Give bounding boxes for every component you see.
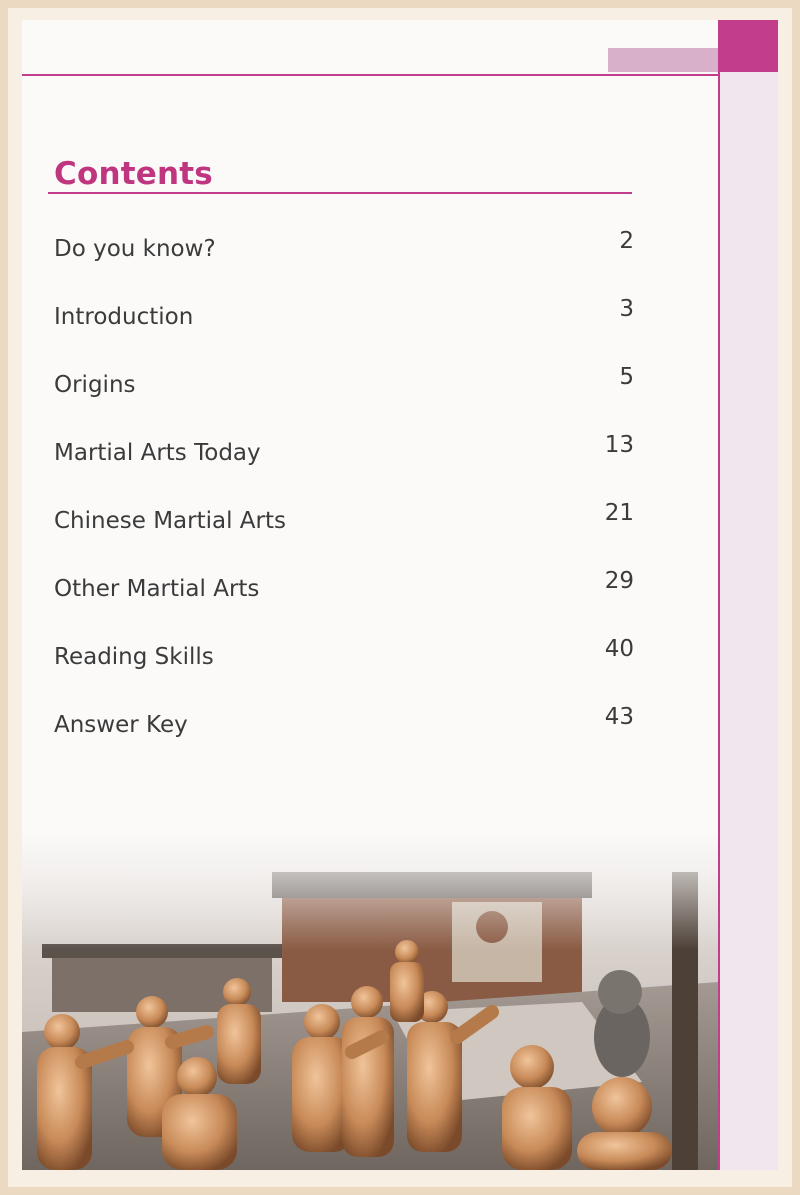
right-rule (718, 20, 720, 1170)
photo-fade (22, 800, 718, 950)
toc-entry-label: Answer Key (54, 712, 188, 738)
title-underline (48, 192, 632, 194)
right-margin-strip (720, 20, 778, 1170)
toc-entry[interactable] (54, 636, 634, 704)
toc-entry[interactable] (54, 432, 634, 500)
toc-entry[interactable] (54, 704, 634, 772)
corner-block (718, 20, 778, 72)
toc-entry-page: 3 (619, 296, 634, 322)
toc-entry-label: Reading Skills (54, 644, 214, 670)
toc-entry-page: 40 (604, 636, 634, 662)
top-rule (22, 74, 718, 76)
toc-entry-label: Do you know? (54, 236, 216, 262)
book-page (22, 20, 778, 1170)
toc-entry-page: 5 (619, 364, 634, 390)
toc-entry-page: 13 (604, 432, 634, 458)
toc-entry[interactable] (54, 500, 634, 568)
toc-entry-label: Origins (54, 372, 136, 398)
toc-entry-page: 21 (604, 500, 634, 526)
header-tab (608, 48, 718, 72)
toc-entry-page: 29 (604, 568, 634, 594)
toc-entry-label: Chinese Martial Arts (54, 508, 286, 534)
toc-entry[interactable] (54, 228, 634, 296)
toc-entry[interactable] (54, 568, 634, 636)
toc-entry[interactable] (54, 364, 634, 432)
toc-entry-page: 43 (604, 704, 634, 730)
toc-entry-label: Introduction (54, 304, 194, 330)
toc-entry-page: 2 (619, 228, 634, 254)
table-of-contents (54, 228, 634, 772)
page-title: Contents (54, 156, 213, 192)
toc-entry[interactable] (54, 296, 634, 364)
toc-entry-label: Other Martial Arts (54, 576, 260, 602)
toc-entry-label: Martial Arts Today (54, 440, 261, 466)
